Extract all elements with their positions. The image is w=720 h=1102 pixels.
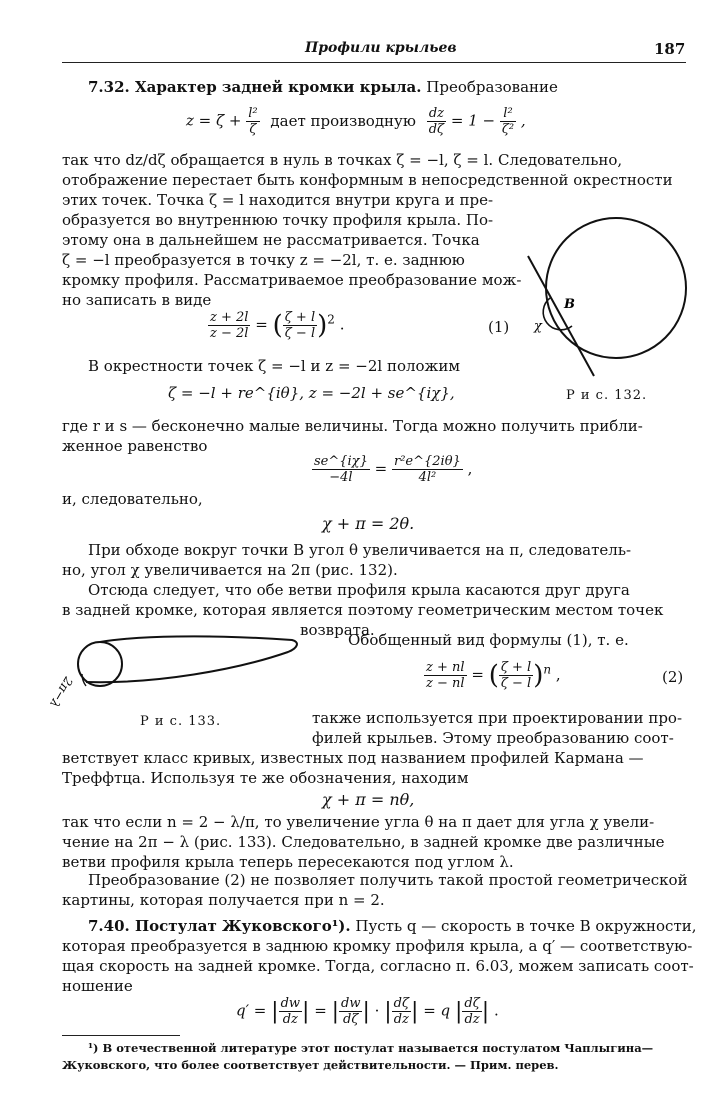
point-label: B [564,297,575,312]
section-heading-732 [88,77,558,97]
angle-label: 2π−λ [46,674,76,711]
paragraph-3: где r и s — бесконечно малые величины. Тогда можно получить прибли- женное равенство [62,417,643,455]
paragraph-7: так что если n = 2 − λ/π, то увеличение угла θ на π дает для угла χ увели- чение на 2π − λ (рис. 133). Следовательно, в задней кромке две различные ветви профиля крыла теперь пересекаются под углом λ. [62,813,665,871]
equation-velocity: q′ = | $\frac{dw}{dz}$ | = | $\frac{dw}{d\zeta}$ | · | $\frac{d\zeta}{dz}$ | = q | $\frac{d\zeta}{dz}$ | . [236,996,499,1027]
figure-133-caption: Р и с. 133. [140,714,222,729]
figure-133 [46,630,306,711]
profile-upper [86,636,297,682]
paragraph-6-first: Обобщенный вид формулы (1), т. е. [348,631,629,649]
section-740: 7.40. Постулат Жуковского¹). Пусть q — скорость в точке B окружности, которая преобразуется в заднюю кромку профиля крыла, а q′ — соответствую- щая скорость на задней кромке. Тогда, согласно п. 6.03, можем записать соот- ношение [62,917,697,995]
paragraph-2: В окрестности точек ζ = −l и z = −2l положим [88,357,461,375]
footnote: ¹) В отечественной литературе этот постулат называется постулатом Чаплыгина— Жуковского, что более соответствует действительности. — Прим. перев. [62,1041,654,1072]
equation-2-number: (2) [662,668,684,686]
equation-1: $\frac{z + 2l}{z - 2l}$ = ( $\frac{\zeta + l}{\zeta - l}$ )$^2$ . [210,310,345,341]
equation-angle-2: χ + π = nθ, [322,790,415,809]
paragraph-1: так что dz/dζ обращается в нуль в точках ζ = −l, ζ = l. Следовательно, отображение перестает быть конформным в непосредственной окрестности этих точек. Точка ζ = l находится внутри круга и пре- образуется во внутреннюю точку профиля крыла. По- этому она в дальнейшем не рассматривается. Точка ζ = −l преобразуется в точку z = −2l, т. е. заднюю кромку профиля. Рассматриваемое преобразование мож- но записать в виде [62,151,673,309]
circle [546,218,686,358]
figure-132 [520,200,690,380]
paragraph-8: Преобразование (2) не позволяет получить такой простой геометрической картины, которая получается при n = 2. [62,871,688,909]
section-title: 7.32. Характер задней кромки крыла. [88,78,422,96]
tangent-line [528,256,594,376]
footnote-rule [62,1035,180,1036]
equation-1-number: (1) [488,318,510,336]
running-title: Профили крыльев [305,40,457,56]
figure-132-caption: Р и с. 132. [566,388,648,403]
heading-continuation: Преобразование [426,78,558,96]
equation-approx: $\frac{se\^{}\{i\chi\}}{-4l}$ = $\frac{\text{r²e\textasciicircum{}\{2iθ\}}}{\text{4l²}}$ , [314,454,473,485]
equation-2: $\frac{z + nl}{z - nl}$ = ( $\frac{\zeta + l}{\zeta - l}$ )$^n$ , [426,660,561,691]
paragraph-4: и, следовательно, [62,490,203,508]
paragraph-5: При обходе вокруг точки B угол θ увеличивается на π, следователь- но, угол χ увеличивается на 2π (рис. 132). Отсюда следует, что обе ветви профиля крыла касаются друг друга в задней кромке, которая является поэтому геометрическим местом точек возврата. [62,541,664,639]
equation-substitution: ζ = −l + re^{iθ}, z = −2l + se^{iχ}, [168,384,455,402]
section-title-740: 7.40. Постулат Жуковского¹). [88,917,351,935]
page-number: 187 [654,40,686,58]
paragraph-6: также используется при проектировании про- филей крыльев. Этому преобразованию соот- ветствует класс кривых, известных под названием профилей Кармана — Треффтца. Используя те же обозначения, находим [62,709,683,787]
equation-mapping: z = ζ + $\frac{\text{l²}}{\zeta}$ дает производную $\frac{dz}{d\zeta}$ = 1 − $\frac{\text{l²}}{\text{ζ²}}$ , [186,106,526,137]
circle [78,642,122,686]
angle-label: χ [534,319,542,334]
header-rule [62,62,686,63]
equation-angle: χ + π = 2θ. [322,514,415,533]
